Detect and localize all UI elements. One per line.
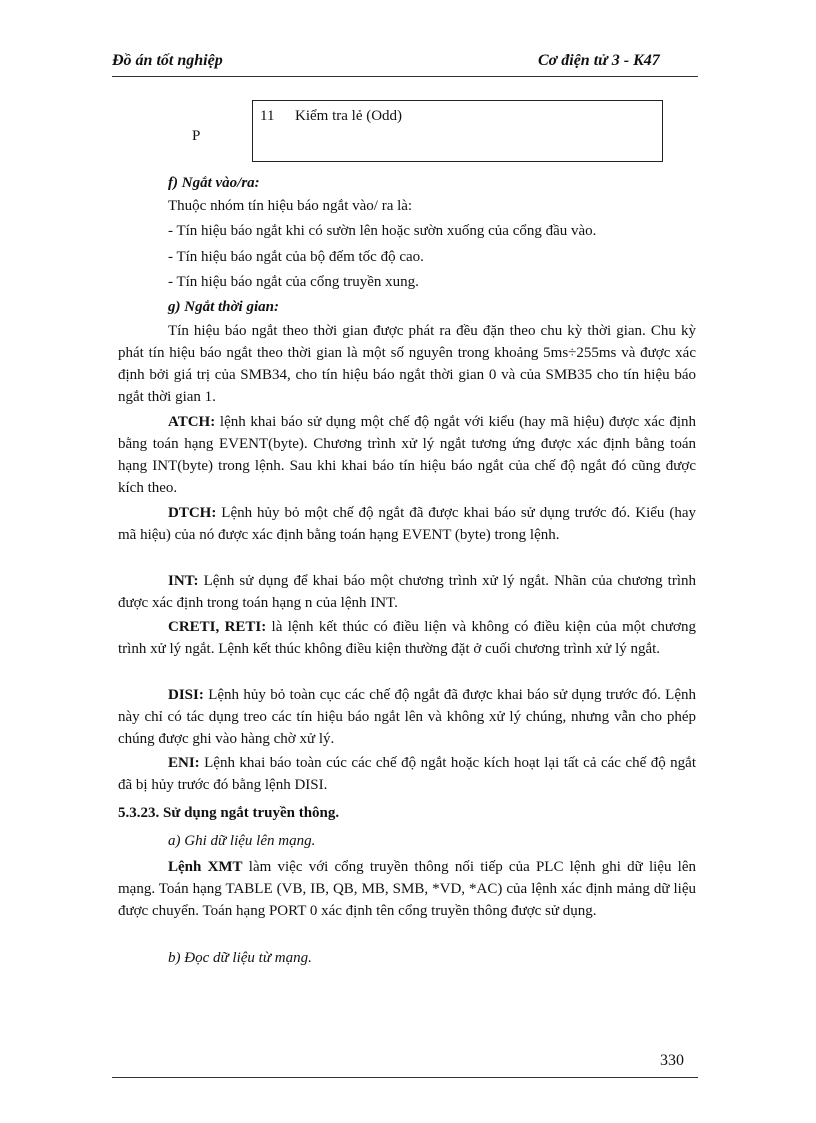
instruction-disi — [118, 684, 696, 750]
xmt-paragraph — [118, 856, 696, 922]
page-number: 330 — [660, 1052, 684, 1069]
header-right-title: Cơ điện tử 3 - K47 — [538, 52, 660, 69]
instruction-text: lệnh khai báo sử dụng một chế độ ngắt với kiểu (hay mã hiệu) được xác định bằng toán hạng EVENT(byte). Chương trình xử lý ngắt tương ứng được xác định bằng toán hạng INT(byte) trong lệnh. Sau khi khai báo tín hiệu báo ngắt của chế độ ngắt đó cũng được kích theo. — [118, 414, 696, 496]
section-subheading-b: b) Đọc dữ liệu từ mạng. — [168, 950, 312, 966]
instruction-text: Lệnh hủy bỏ toàn cục các chế độ ngắt đã được khai báo sử dụng trước đó. Lệnh này chỉ có tác dụng treo các tín hiệu báo ngắt lên và không xử lý chúng, nhưng vẫn cho phép chúng được ghi vào hàng chờ xử lý. — [118, 687, 696, 747]
xmt-keyword: Lệnh XMT — [168, 859, 243, 875]
section-g-paragraph: Tín hiệu báo ngắt theo thời gian được phát ra đều đặn theo chu kỳ thời gian. Chu kỳ phát tín hiệu báo ngắt theo thời gian là một số nguyên trong khoảng 5ms÷255ms và được xác định bởi giá trị của SMB34, cho tín hiệu báo ngắt thời gian 0 và của SMB35 cho tín hiệu báo ngắt thời gian 1. — [118, 323, 696, 405]
section-5-3-23-heading: 5.3.23. Sử dụng ngắt truyền thông. — [118, 805, 340, 821]
instruction-text: Lệnh sử dụng để khai báo một chương trình xử lý ngắt. Nhãn của chương trình được xác định trong toán hạng n của lệnh INT. — [118, 573, 696, 611]
section-f-item: - Tín hiệu báo ngắt của cổng truyền xung. — [168, 274, 419, 290]
footer-divider — [112, 1077, 698, 1078]
header-divider — [112, 76, 698, 77]
instruction-eni — [118, 752, 696, 796]
section-f-item: - Tín hiệu báo ngắt khi có sườn lên hoặc sườn xuống của cổng đầu vào. — [168, 223, 597, 239]
instruction-keyword: CRETI, RETI: — [168, 619, 267, 635]
instruction-keyword: DTCH: — [168, 505, 217, 521]
instruction-int — [118, 570, 696, 614]
instruction-keyword: ATCH: — [168, 414, 216, 430]
section-f-heading: f) Ngắt vào/ra: — [168, 175, 260, 191]
instruction-dtch — [118, 502, 696, 546]
header-left-title: Đồ án tốt nghiệp — [112, 52, 223, 69]
table-row-label: P — [192, 128, 201, 144]
instruction-keyword: INT: — [168, 573, 199, 589]
section-subheading-a: a) Ghi dữ liệu lên mạng. — [168, 833, 316, 849]
instruction-keyword: ENI: — [168, 755, 200, 771]
section-f-item: - Tín hiệu báo ngắt của bộ đếm tốc độ cao. — [168, 249, 424, 265]
instruction-atch — [118, 411, 696, 499]
instruction-keyword: DISI: — [168, 687, 204, 703]
instruction-text: Lệnh khai báo toàn cúc các chế độ ngắt hoặc kích hoạt lại tất cả các chế độ ngắt đã bị hủy trước đó bằng lệnh DISI. — [118, 755, 696, 793]
xmt-text: làm việc với cổng truyền thông nối tiếp của PLC lệnh ghi dữ liệu lên mạng. Toán hạng TABLE (VB, IB, QB, MB, SMB, *VD, *AC) của lệnh xác định mảng dữ liệu được chuyển. Toán hạng PORT 0 xác định tên cổng truyền thông được sử dụng. — [118, 859, 696, 919]
instruction-text: Lệnh hủy bỏ một chế độ ngắt đã được khai báo sử dụng trước đó. Kiểu (hay mã hiệu) của nó được xác định bằng toán hạng EVENT (byte) trong lệnh. — [118, 505, 696, 543]
table-cell-text: Kiểm tra lẻ (Odd) — [295, 108, 403, 124]
instruction-creti-reti — [118, 616, 696, 660]
section-f-intro: Thuộc nhóm tín hiệu báo ngắt vào/ ra là: — [168, 198, 413, 214]
table-cell-number: 11 — [260, 108, 275, 124]
section-g-heading: g) Ngắt thời gian: — [168, 299, 279, 315]
instruction-text: là lệnh kết thúc có điều liện và không có điều kiện của một chương trình xử lý ngắt. Lệnh kết thúc không điều kiện thường đặt ở cuối chương trình xử lý ngắt. — [118, 619, 696, 657]
